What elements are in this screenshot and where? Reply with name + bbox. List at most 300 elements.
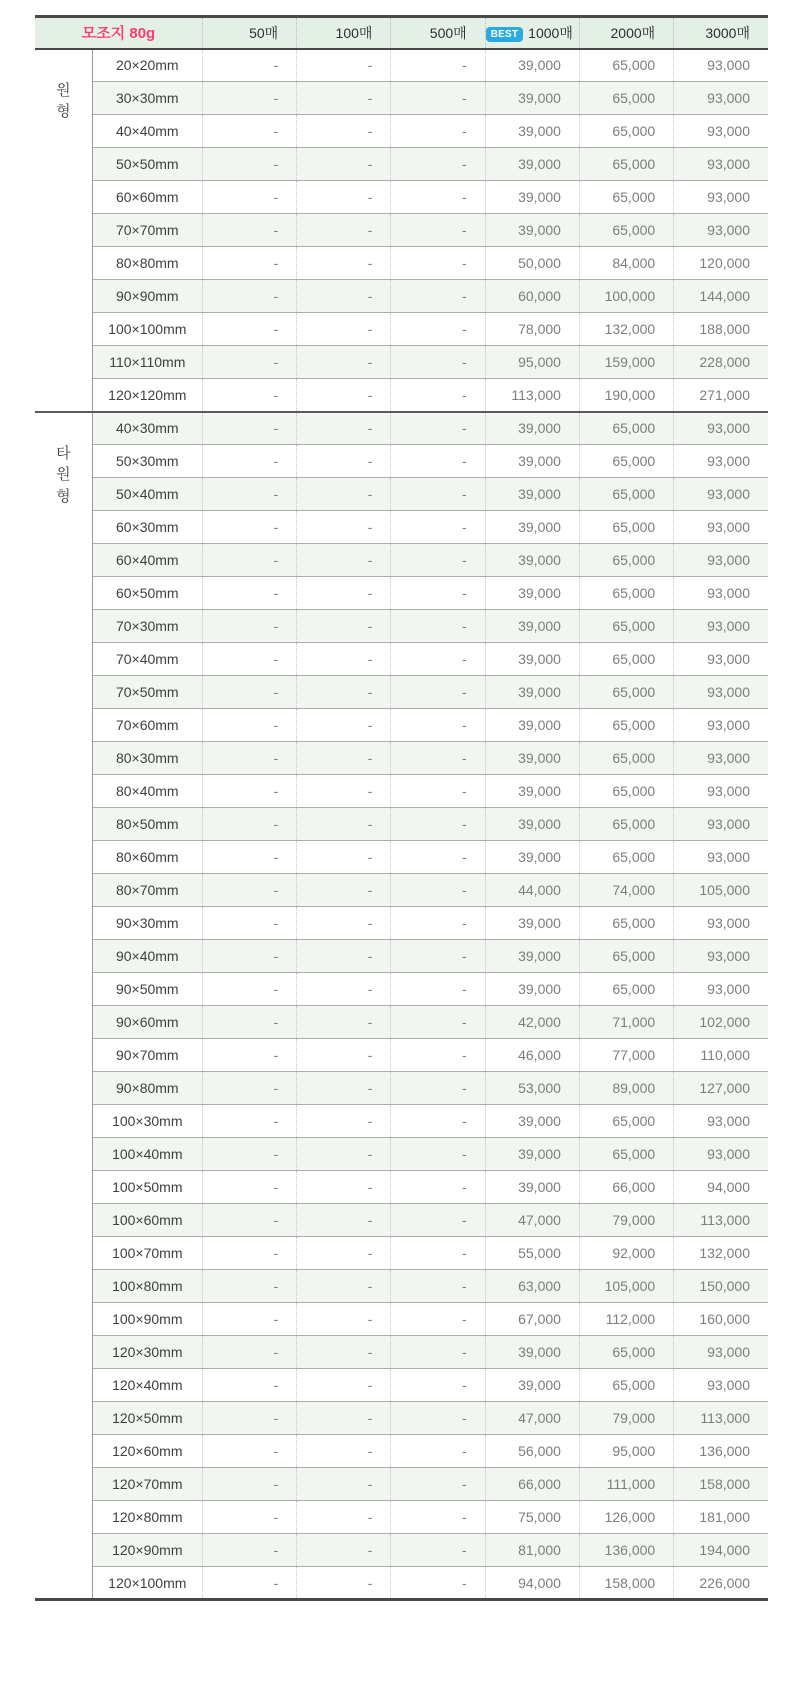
price-row [35, 544, 768, 577]
price-cell: - [297, 511, 391, 544]
price-cell: - [297, 1039, 391, 1072]
quantity-header-label: 3000매 [705, 24, 750, 41]
size-cell: 50×30mm [115, 453, 179, 469]
price-cell: 39,000 [485, 808, 579, 841]
price-cell: - [391, 643, 485, 676]
price-cell: 93,000 [674, 181, 768, 214]
price-cell: 105,000 [674, 874, 768, 907]
price-cell: - [202, 1567, 296, 1600]
price-cell: - [202, 1270, 296, 1303]
price-row [35, 742, 768, 775]
price-cell: 42,000 [485, 1006, 579, 1039]
price-cell: 93,000 [674, 841, 768, 874]
best-badge: BEST [486, 27, 523, 42]
price-cell: 93,000 [674, 1336, 768, 1369]
price-cell: - [297, 82, 391, 115]
price-cell: 93,000 [674, 115, 768, 148]
price-cell: - [391, 181, 485, 214]
price-cell: 39,000 [485, 511, 579, 544]
price-cell: 113,000 [674, 1402, 768, 1435]
price-cell: - [391, 313, 485, 346]
price-cell: - [297, 643, 391, 676]
section-label-2 [35, 412, 92, 1600]
size-cell: 120×40mm [112, 1377, 183, 1393]
price-cell: - [391, 676, 485, 709]
price-cell: 39,000 [485, 709, 579, 742]
price-cell: - [297, 1435, 391, 1468]
price-cell: - [297, 1567, 391, 1600]
price-cell: 47,000 [485, 1204, 579, 1237]
price-cell: - [297, 1501, 391, 1534]
price-row [35, 181, 768, 214]
price-cell: - [297, 1072, 391, 1105]
price-cell: 95,000 [485, 346, 579, 379]
quantity-header-2000매 [579, 17, 673, 49]
price-cell: - [202, 280, 296, 313]
price-row [35, 313, 768, 346]
price-cell: 93,000 [674, 1369, 768, 1402]
price-cell: - [391, 379, 485, 412]
section-label-text: 타원형 [56, 444, 71, 505]
price-cell: 39,000 [485, 82, 579, 115]
size-cell: 120×90mm [112, 1542, 183, 1558]
price-cell: - [297, 1468, 391, 1501]
price-cell: 39,000 [485, 742, 579, 775]
price-row [35, 1435, 768, 1468]
quantity-header-50매 [202, 17, 296, 49]
price-cell: - [391, 1072, 485, 1105]
price-cell: 158,000 [674, 1468, 768, 1501]
price-cell: - [202, 1501, 296, 1534]
price-cell: 93,000 [674, 676, 768, 709]
price-cell: - [297, 1534, 391, 1567]
size-cell: 100×70mm [112, 1245, 183, 1261]
size-cell: 120×80mm [112, 1509, 183, 1525]
size-cell: 80×50mm [115, 816, 179, 832]
price-row [35, 808, 768, 841]
price-cell: 65,000 [579, 907, 673, 940]
price-cell: - [202, 478, 296, 511]
price-cell: 93,000 [674, 511, 768, 544]
price-cell: - [391, 940, 485, 973]
size-cell: 120×60mm [112, 1443, 183, 1459]
price-cell: - [391, 907, 485, 940]
size-cell: 100×50mm [112, 1179, 183, 1195]
price-row [35, 1534, 768, 1567]
price-cell: 56,000 [485, 1435, 579, 1468]
price-cell: - [391, 544, 485, 577]
size-cell: 100×100mm [108, 321, 187, 337]
price-cell: 93,000 [674, 445, 768, 478]
price-cell: 113,000 [674, 1204, 768, 1237]
price-cell: 47,000 [485, 1402, 579, 1435]
price-row [35, 1303, 768, 1336]
price-cell: 60,000 [485, 280, 579, 313]
price-cell: - [297, 973, 391, 1006]
price-cell: - [391, 577, 485, 610]
price-row [35, 478, 768, 511]
price-cell: - [202, 1105, 296, 1138]
price-cell: - [297, 412, 391, 445]
price-table [35, 15, 768, 1601]
size-cell: 60×30mm [115, 519, 179, 535]
price-cell: 77,000 [579, 1039, 673, 1072]
price-cell: - [202, 1336, 296, 1369]
price-row [35, 49, 768, 82]
price-cell: 39,000 [485, 148, 579, 181]
price-row [35, 1105, 768, 1138]
price-cell: 93,000 [674, 643, 768, 676]
price-cell: - [202, 940, 296, 973]
price-row [35, 610, 768, 643]
price-cell: 102,000 [674, 1006, 768, 1039]
price-cell: 78,000 [485, 313, 579, 346]
price-cell: - [297, 1237, 391, 1270]
price-row [35, 1171, 768, 1204]
price-cell: - [297, 181, 391, 214]
price-row [35, 1468, 768, 1501]
price-cell: - [391, 1369, 485, 1402]
quantity-header-label: 2000매 [610, 24, 656, 41]
price-cell: - [202, 1303, 296, 1336]
price-cell: 271,000 [674, 379, 768, 412]
price-cell: - [202, 742, 296, 775]
price-cell: - [297, 1402, 391, 1435]
price-cell: - [391, 841, 485, 874]
size-cell: 100×90mm [112, 1311, 183, 1327]
size-cell: 80×70mm [115, 882, 179, 898]
size-cell: 70×60mm [115, 717, 179, 733]
price-cell: 66,000 [485, 1468, 579, 1501]
price-cell: - [391, 82, 485, 115]
price-row [35, 709, 768, 742]
price-cell: - [297, 610, 391, 643]
price-cell: 44,000 [485, 874, 579, 907]
price-cell: 136,000 [579, 1534, 673, 1567]
price-cell: 93,000 [674, 973, 768, 1006]
size-cell: 30×30mm [115, 90, 179, 106]
price-cell: - [391, 214, 485, 247]
price-cell: 39,000 [485, 412, 579, 445]
price-cell: - [297, 214, 391, 247]
price-cell: - [297, 148, 391, 181]
price-cell: - [391, 148, 485, 181]
price-cell: - [391, 346, 485, 379]
price-cell: - [202, 445, 296, 478]
price-cell: - [391, 1204, 485, 1237]
price-cell: - [297, 544, 391, 577]
price-cell: 74,000 [579, 874, 673, 907]
section-label-text: 원형 [56, 81, 71, 121]
price-cell: 39,000 [485, 907, 579, 940]
price-cell: - [202, 82, 296, 115]
price-cell: 39,000 [485, 577, 579, 610]
price-cell: 94,000 [674, 1171, 768, 1204]
price-cell: 93,000 [674, 82, 768, 115]
price-cell: - [391, 1402, 485, 1435]
price-cell: - [202, 1402, 296, 1435]
price-cell: - [297, 1105, 391, 1138]
price-cell: - [297, 841, 391, 874]
price-cell: - [391, 709, 485, 742]
price-cell: 65,000 [579, 1369, 673, 1402]
price-cell: - [202, 412, 296, 445]
price-cell: 65,000 [579, 478, 673, 511]
price-cell: - [202, 610, 296, 643]
price-cell: - [297, 1138, 391, 1171]
size-cell: 90×80mm [115, 1080, 179, 1096]
price-cell: - [202, 148, 296, 181]
size-cell: 100×80mm [112, 1278, 183, 1294]
quantity-header-label: 500매 [429, 24, 467, 41]
product-label: 모조지 80g [81, 25, 156, 43]
price-cell: 65,000 [579, 511, 673, 544]
price-cell: - [202, 247, 296, 280]
price-cell: - [297, 676, 391, 709]
price-cell: 39,000 [485, 841, 579, 874]
price-cell: 93,000 [674, 907, 768, 940]
price-row [35, 280, 768, 313]
price-cell: 79,000 [579, 1204, 673, 1237]
size-cell: 70×30mm [115, 618, 179, 634]
quantity-header-label: 100매 [335, 24, 373, 41]
price-cell: 81,000 [485, 1534, 579, 1567]
price-cell: - [202, 313, 296, 346]
price-cell: 89,000 [579, 1072, 673, 1105]
quantity-header-label: 1000매 [528, 24, 573, 41]
price-cell: 100,000 [579, 280, 673, 313]
price-cell: 66,000 [579, 1171, 673, 1204]
price-cell: 120,000 [674, 247, 768, 280]
price-cell: - [202, 1237, 296, 1270]
price-cell: - [297, 313, 391, 346]
price-row [35, 1006, 768, 1039]
price-row [35, 1369, 768, 1402]
price-row [35, 577, 768, 610]
price-cell: 65,000 [579, 973, 673, 1006]
price-cell: 159,000 [579, 346, 673, 379]
price-table-body [35, 49, 768, 1600]
quantity-header-3000매 [674, 17, 768, 49]
price-row [35, 1336, 768, 1369]
price-cell: 67,000 [485, 1303, 579, 1336]
price-cell: - [391, 412, 485, 445]
price-cell: - [297, 775, 391, 808]
price-cell: 93,000 [674, 709, 768, 742]
price-cell: - [297, 247, 391, 280]
price-row [35, 445, 768, 478]
price-cell: - [297, 379, 391, 412]
price-cell: - [391, 478, 485, 511]
price-cell: 65,000 [579, 412, 673, 445]
price-row [35, 973, 768, 1006]
price-cell: 65,000 [579, 181, 673, 214]
price-cell: 95,000 [579, 1435, 673, 1468]
price-cell: 126,000 [579, 1501, 673, 1534]
size-cell: 70×70mm [115, 222, 179, 238]
price-row [35, 1039, 768, 1072]
price-cell: - [202, 214, 296, 247]
price-cell: 188,000 [674, 313, 768, 346]
price-cell: 190,000 [579, 379, 673, 412]
price-cell: - [202, 49, 296, 82]
size-cell: 50×50mm [115, 156, 179, 172]
price-cell: - [391, 1567, 485, 1600]
price-cell: - [202, 511, 296, 544]
size-cell: 90×40mm [115, 948, 179, 964]
price-cell: - [391, 445, 485, 478]
price-cell: 65,000 [579, 445, 673, 478]
price-cell: - [202, 1204, 296, 1237]
price-cell: - [297, 1006, 391, 1039]
size-cell: 90×90mm [115, 288, 179, 304]
price-cell: - [391, 610, 485, 643]
price-cell: 93,000 [674, 808, 768, 841]
price-cell: 39,000 [485, 610, 579, 643]
price-cell: 39,000 [485, 445, 579, 478]
price-row [35, 643, 768, 676]
price-cell: 84,000 [579, 247, 673, 280]
price-cell: - [391, 1138, 485, 1171]
price-cell: - [297, 907, 391, 940]
price-cell: 65,000 [579, 775, 673, 808]
price-row [35, 82, 768, 115]
price-cell: 46,000 [485, 1039, 579, 1072]
price-cell: - [391, 1435, 485, 1468]
price-row [35, 1072, 768, 1105]
price-cell: - [297, 445, 391, 478]
price-cell: 112,000 [579, 1303, 673, 1336]
price-cell: 39,000 [485, 775, 579, 808]
price-cell: - [391, 247, 485, 280]
price-row [35, 1204, 768, 1237]
price-cell: 39,000 [485, 1369, 579, 1402]
size-cell: 120×30mm [112, 1344, 183, 1360]
price-cell: 65,000 [579, 1138, 673, 1171]
price-row [35, 1138, 768, 1171]
price-cell: 39,000 [485, 940, 579, 973]
price-cell: 65,000 [579, 841, 673, 874]
price-cell: 65,000 [579, 1336, 673, 1369]
size-cell: 120×100mm [108, 1574, 187, 1591]
price-cell: 65,000 [579, 709, 673, 742]
price-row [35, 874, 768, 907]
price-cell: - [202, 643, 296, 676]
price-cell: - [202, 544, 296, 577]
price-cell: 75,000 [485, 1501, 579, 1534]
price-cell: - [391, 1006, 485, 1039]
price-cell: 65,000 [579, 214, 673, 247]
price-cell: - [297, 874, 391, 907]
price-cell: 39,000 [485, 214, 579, 247]
price-cell: - [202, 1171, 296, 1204]
size-cell: 110×110mm [109, 354, 186, 370]
price-cell: - [297, 49, 391, 82]
price-cell: 93,000 [674, 49, 768, 82]
price-cell: 79,000 [579, 1402, 673, 1435]
size-cell: 100×60mm [112, 1212, 183, 1228]
price-cell: 65,000 [579, 82, 673, 115]
price-cell: 105,000 [579, 1270, 673, 1303]
price-cell: - [391, 49, 485, 82]
price-cell: - [391, 1468, 485, 1501]
size-cell: 120×70mm [112, 1476, 183, 1492]
price-cell: 55,000 [485, 1237, 579, 1270]
price-cell: - [391, 1501, 485, 1534]
price-cell: 93,000 [674, 610, 768, 643]
price-cell: 93,000 [674, 412, 768, 445]
price-cell: 92,000 [579, 1237, 673, 1270]
price-cell: 65,000 [579, 676, 673, 709]
size-cell: 80×80mm [115, 255, 179, 271]
price-cell: 158,000 [579, 1567, 673, 1600]
price-cell: - [391, 1105, 485, 1138]
price-cell: - [297, 1369, 391, 1402]
price-cell: - [297, 709, 391, 742]
price-cell: - [202, 1039, 296, 1072]
price-cell: 132,000 [579, 313, 673, 346]
price-cell: - [202, 577, 296, 610]
price-row [35, 841, 768, 874]
price-cell: 228,000 [674, 346, 768, 379]
price-cell: 93,000 [674, 478, 768, 511]
price-row [35, 1567, 768, 1600]
price-cell: - [391, 280, 485, 313]
header-row [35, 17, 768, 49]
price-row [35, 214, 768, 247]
price-cell: - [202, 709, 296, 742]
price-cell: - [297, 280, 391, 313]
price-cell: - [297, 346, 391, 379]
price-cell: 65,000 [579, 115, 673, 148]
price-cell: 181,000 [674, 1501, 768, 1534]
price-cell: 65,000 [579, 742, 673, 775]
price-row [35, 1237, 768, 1270]
price-cell: 71,000 [579, 1006, 673, 1039]
price-row [35, 379, 768, 412]
size-cell: 60×40mm [115, 552, 179, 568]
price-cell: - [391, 1534, 485, 1567]
price-cell: 65,000 [579, 148, 673, 181]
price-cell: - [202, 775, 296, 808]
price-cell: 65,000 [579, 808, 673, 841]
price-cell: 136,000 [674, 1435, 768, 1468]
size-cell: 80×30mm [115, 750, 179, 766]
price-cell: - [202, 1072, 296, 1105]
size-cell: 20×20mm [115, 57, 179, 74]
quantity-header-label: 50매 [249, 24, 279, 41]
price-cell: 65,000 [579, 940, 673, 973]
price-cell: 65,000 [579, 544, 673, 577]
price-cell: - [297, 742, 391, 775]
price-cell: - [297, 808, 391, 841]
price-cell: - [391, 1336, 485, 1369]
price-cell: - [202, 874, 296, 907]
price-cell: 50,000 [485, 247, 579, 280]
price-cell: - [297, 115, 391, 148]
size-cell: 70×40mm [115, 651, 179, 667]
price-cell: 94,000 [485, 1567, 579, 1600]
price-cell: - [202, 907, 296, 940]
price-cell: 110,000 [674, 1039, 768, 1072]
price-row [35, 1402, 768, 1435]
size-cell: 40×30mm [115, 420, 179, 437]
price-cell: - [391, 1237, 485, 1270]
price-cell: - [297, 577, 391, 610]
price-row [35, 247, 768, 280]
price-cell: 144,000 [674, 280, 768, 313]
price-cell: - [391, 1039, 485, 1072]
